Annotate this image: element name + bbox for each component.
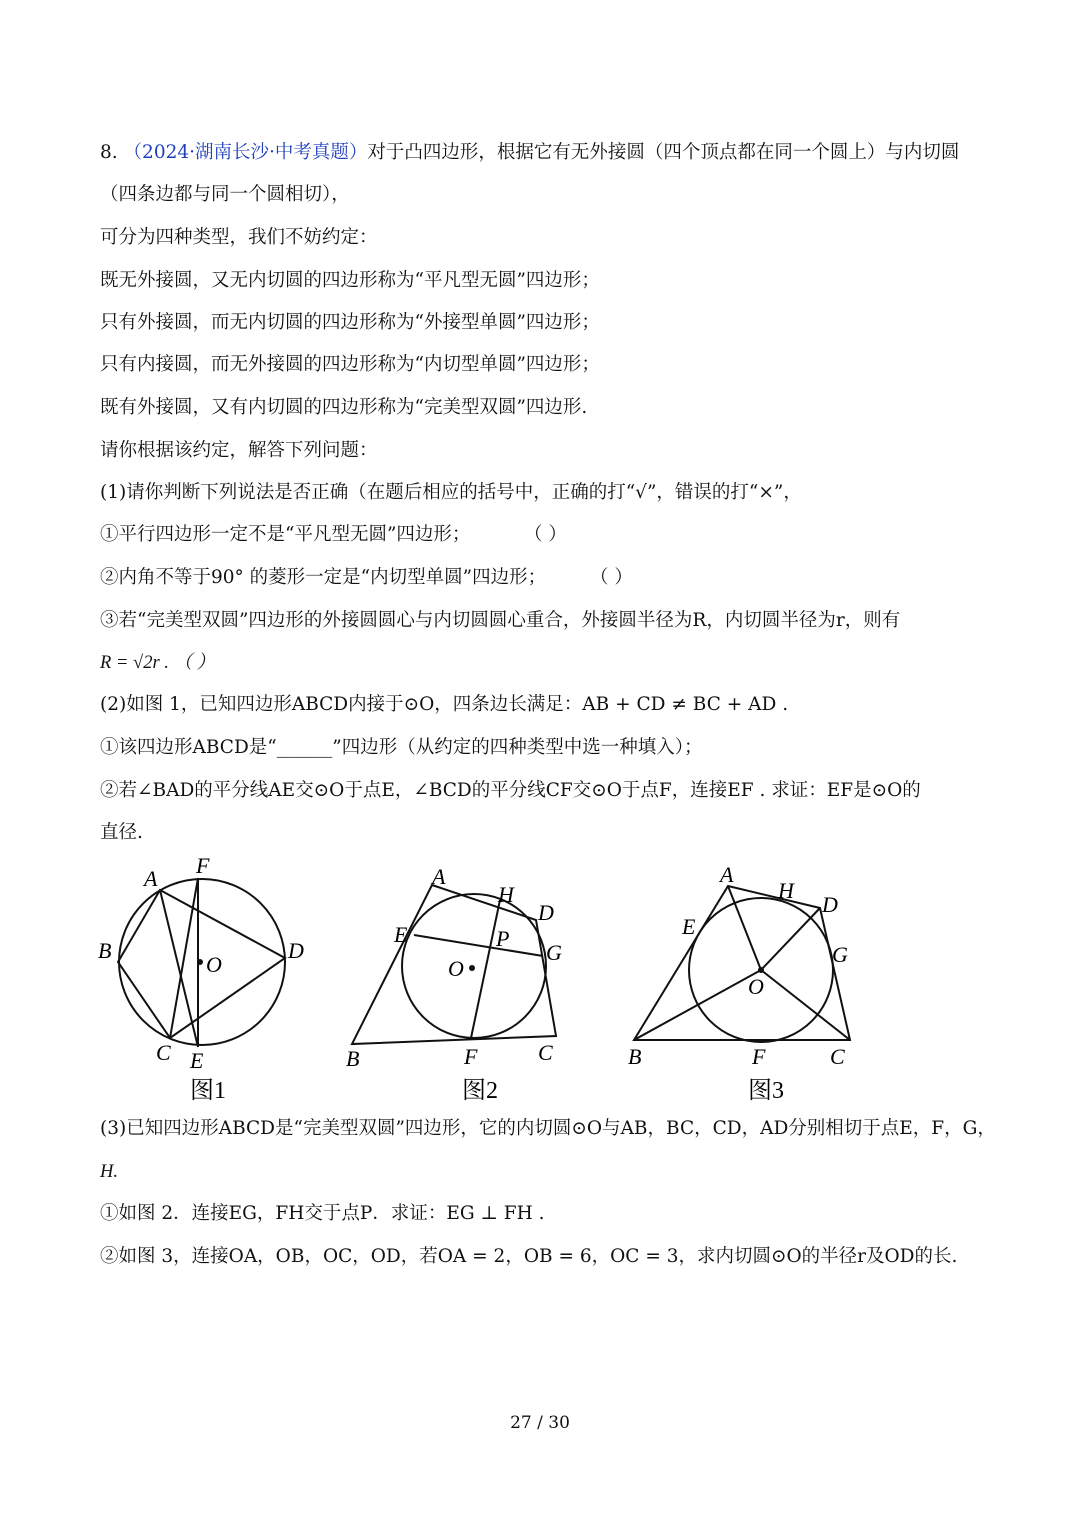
fig1-caption: 图1 [190, 1078, 226, 1104]
part2-item1[interactable]: ①该四边形ABCD是“______”四边形（从约定的四种类型中选一种填入）； [100, 737, 703, 758]
fig1-label-d: D [288, 938, 304, 963]
fig1-label-e: E [190, 1048, 204, 1073]
fig2-label-g: G [546, 940, 562, 965]
fig3-label-e: E [682, 914, 696, 939]
part3-prompt-cont: H. [100, 1162, 118, 1182]
problem-number: 8. [100, 142, 118, 163]
fig2-caption: 图2 [462, 1078, 498, 1104]
part1-item2-answer[interactable]: （ ） [590, 567, 633, 588]
fig2-label-f: F [464, 1044, 478, 1069]
fig3-label-d: D [822, 892, 838, 917]
part2-prompt: (2)如图 1，已知四边形ABCD内接于⊙O，四条边长满足：AB + CD ≠ BC + AD . [100, 694, 789, 715]
fig2-line-fh [471, 900, 500, 1038]
fig1-label-f: F [196, 853, 210, 878]
fig2-label-d: D [538, 900, 554, 925]
part1-item3-formula[interactable]: R = √2r . （ ） [100, 653, 216, 673]
fig1-label-o: O [206, 952, 222, 977]
fig3-label-h: H [778, 878, 794, 903]
part3-item1: ①如图 2．连接EG，FH交于点P．求证：EG ⊥ FH . [100, 1203, 545, 1224]
fig2-label-p: P [496, 926, 510, 951]
fig1-center-dot [197, 959, 203, 965]
part2-item2: ②若∠BAD的平分线AE交⊙O于点E，∠BCD的平分线CF交⊙O于点F，连接EF . 求证：EF是⊙O的 [100, 780, 921, 801]
fig1-label-b: B [98, 938, 112, 963]
problem-line3: 可分为四种类型，我们不妨约定： [100, 227, 378, 248]
part1-item1-text: ①平行四边形一定不是“平凡型无圆”四边形； [100, 524, 471, 545]
figure-1 [90, 850, 330, 1105]
problem-header [100, 141, 959, 165]
fig3-label-g: G [832, 942, 848, 967]
fig1-label-c: C [156, 1040, 171, 1065]
part1-prompt: (1)请你判断下列说法是否正确（在题后相应的括号中，正确的打“√”，错误的打“×”， [100, 482, 802, 503]
fig2-label-e: E [394, 922, 408, 947]
fig3-label-b: B [628, 1044, 642, 1069]
fig2-label-h: H [498, 882, 514, 907]
definition-2: 只有外接圆，而无内切圆的四边形称为“外接型单圆”四边形； [100, 312, 600, 333]
part1-item2 [100, 566, 633, 590]
part2-item2-cont: 直径. [100, 822, 143, 843]
problem-line2: （四条边都与同一个圆相切）， [100, 184, 350, 205]
fig2-label-c: C [538, 1040, 553, 1065]
part3-prompt: (3)已知四边形ABCD是“完美型双圆”四边形，它的内切圆⊙O与AB，BC，CD，AD分别相切于点E，F，G， [100, 1118, 996, 1139]
part1-item1-answer[interactable]: （ ） [524, 524, 567, 545]
fig3-caption: 图3 [748, 1078, 784, 1104]
figure-3 [620, 858, 870, 1105]
fig1-label-a: A [144, 866, 158, 891]
definition-1: 既无外接圆，又无内切圆的四边形称为“平凡型无圆”四边形； [100, 270, 600, 291]
fig2-label-a: A [432, 864, 446, 889]
fig3-segment-ob [634, 970, 761, 1040]
part1-item1 [100, 523, 567, 547]
part1-item2-text: ②内角不等于90° 的菱形一定是“内切型单圆”四边形； [100, 567, 547, 588]
figure-2 [340, 858, 580, 1105]
part3-item2: ②如图 3，连接OA，OB，OC，OD，若OA = 2，OB = 6，OC = 3，求内切圆⊙O的半径r及OD的长. [100, 1246, 958, 1267]
fig2-label-b: B [346, 1046, 360, 1071]
fig3-label-f: F [752, 1044, 766, 1069]
problem-intro: 对于凸四边形，根据它有无外接圆（四个顶点都在同一个圆上）与内切圆 [367, 142, 960, 163]
problem-ask: 请你根据该约定，解答下列问题： [100, 440, 378, 461]
fig2-center-dot [469, 965, 475, 971]
part1-item3: ③若“完美型双圆”四边形的外接圆圆心与内切圆圆心重合，外接圆半径为R，内切圆半径为r，则有 [100, 610, 901, 631]
fig3-label-o: O [748, 974, 764, 999]
problem-source[interactable]: （2024·湖南长沙·中考真题） [123, 142, 368, 163]
fig3-label-a: A [720, 862, 734, 887]
definition-4: 既有外接圆，又有内切圆的四边形称为“完美型双圆”四边形. [100, 397, 588, 418]
fig3-center-dot [758, 967, 764, 973]
definition-3: 只有内接圆，而无外接圆的四边形称为“内切型单圆”四边形； [100, 354, 600, 375]
page-number: 27 / 30 [510, 1413, 570, 1433]
fig2-line-eg [414, 935, 543, 956]
fig2-label-o: O [448, 956, 464, 981]
fig3-segment-od [761, 908, 820, 970]
fig3-label-c: C [830, 1044, 845, 1069]
